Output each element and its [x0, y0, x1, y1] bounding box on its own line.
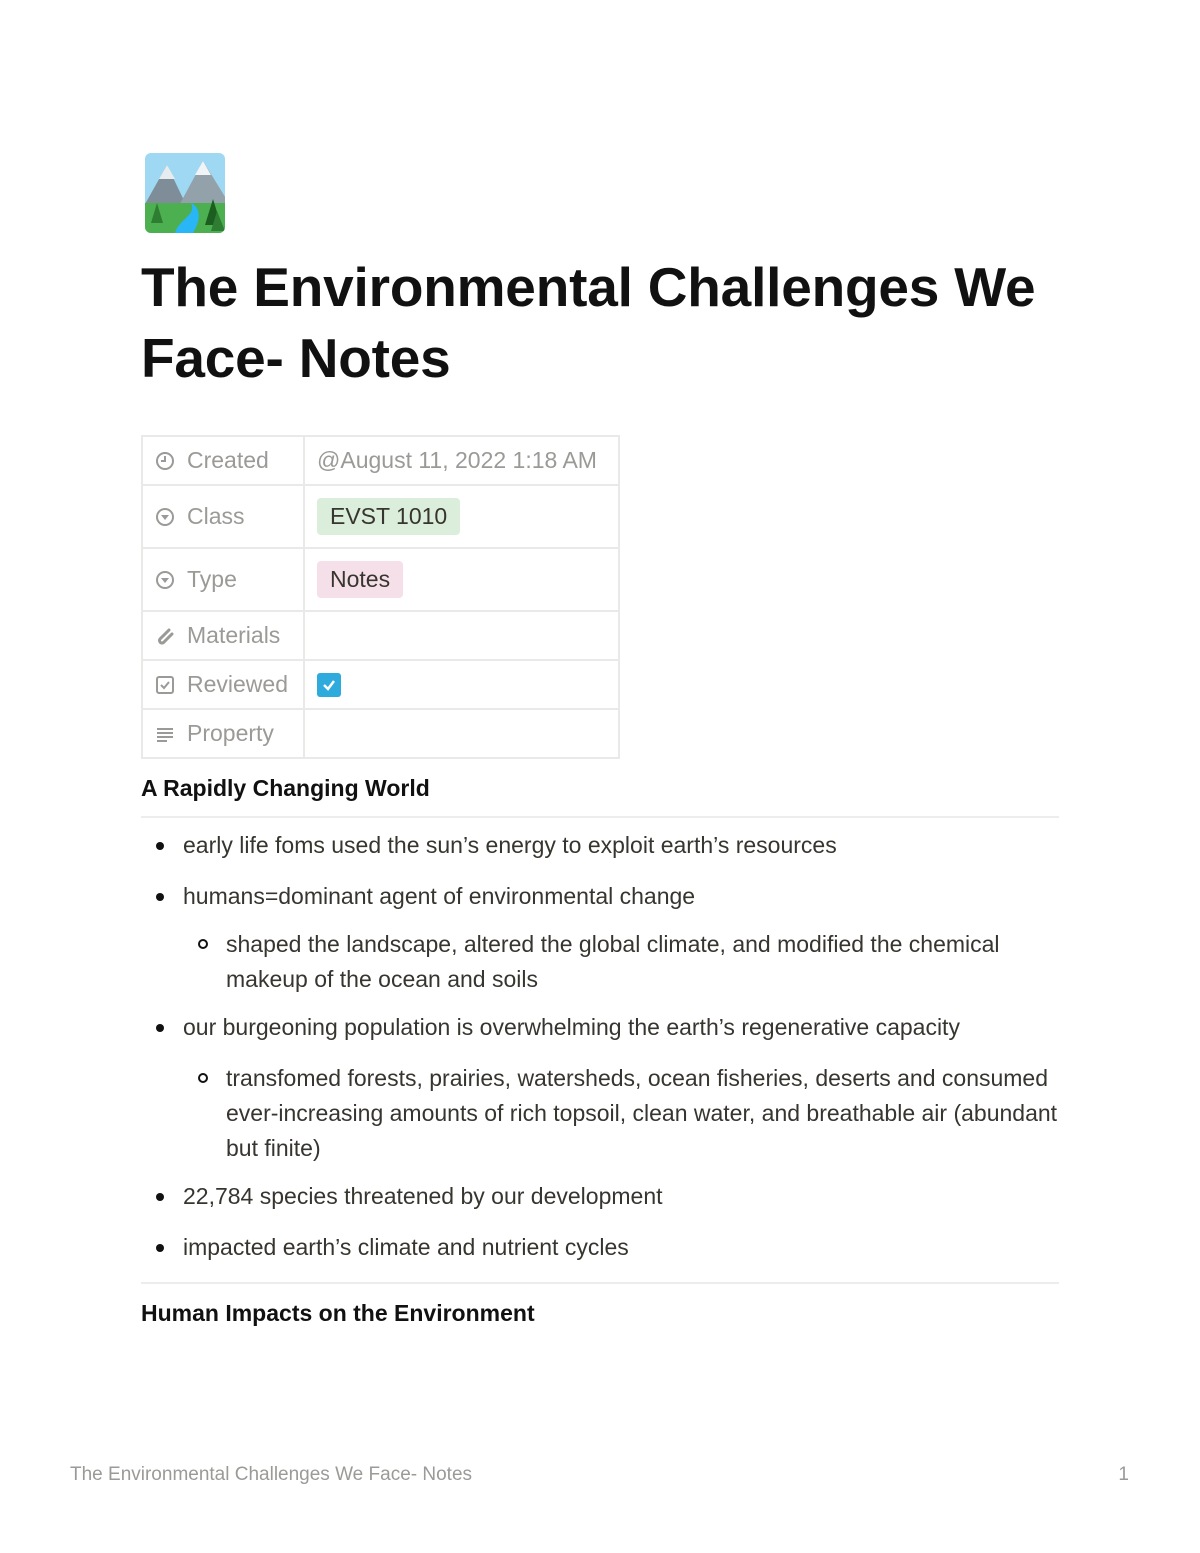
list-item: shaped the landscape, altered the global climate, and modified the chemical makeup of the ocean and soils	[141, 927, 1059, 997]
divider	[141, 1282, 1059, 1284]
property-row-created	[142, 436, 619, 485]
type-tag[interactable]: Notes	[317, 561, 403, 598]
section-heading: Human Impacts on the Environment	[141, 1300, 535, 1326]
list-item: impacted earth’s climate and nutrient cycles	[141, 1230, 1059, 1265]
list-item: early life foms used the sun’s energy to exploit earth’s resources	[141, 828, 1059, 863]
property-label: Reviewed	[187, 671, 288, 697]
select-circle-icon	[155, 570, 175, 590]
property-row-reviewed	[142, 660, 619, 709]
select-circle-icon	[155, 507, 175, 527]
property-label: Materials	[187, 622, 281, 648]
property-row-class	[142, 485, 619, 548]
class-tag[interactable]: EVST 1010	[317, 498, 460, 535]
checkmark-icon	[321, 677, 337, 693]
section-heading: A Rapidly Changing World	[141, 775, 430, 801]
property-row-materials	[142, 611, 619, 660]
property-label: Type	[187, 566, 237, 592]
property-row-property	[142, 709, 619, 758]
list-item: 22,784 species threatened by our development	[141, 1179, 1059, 1214]
property-label: Class	[187, 503, 245, 529]
national-park-emoji-icon	[145, 153, 225, 233]
clock-icon	[155, 451, 175, 471]
notes-list	[141, 828, 1059, 1265]
list-item: our burgeoning population is overwhelming the earth’s regenerative capacity	[141, 1010, 1059, 1045]
footer-title: The Environmental Challenges We Face- Notes	[70, 1464, 473, 1485]
property-label: Created	[187, 447, 269, 473]
paperclip-icon	[155, 626, 175, 646]
property-row-type	[142, 548, 619, 611]
page-number: 1	[1118, 1464, 1129, 1485]
created-date-value[interactable]: @August 11, 2022 1:18 AM	[317, 447, 597, 473]
checkbox-icon	[155, 675, 175, 695]
property-label: Property	[187, 720, 274, 746]
reviewed-checkbox[interactable]	[317, 673, 341, 697]
divider	[141, 816, 1059, 818]
text-lines-icon	[155, 724, 175, 744]
list-item: transfomed forests, prairies, watersheds, ocean fisheries, deserts and consumed ever-increasing amounts of rich topsoil, clean water, and breathable air (abundant but finite)	[141, 1061, 1059, 1166]
properties-table	[141, 435, 620, 759]
list-item: humans=dominant agent of environmental change	[141, 879, 1059, 914]
page-title: The Environmental Challenges We Face- Notes	[141, 256, 1036, 389]
